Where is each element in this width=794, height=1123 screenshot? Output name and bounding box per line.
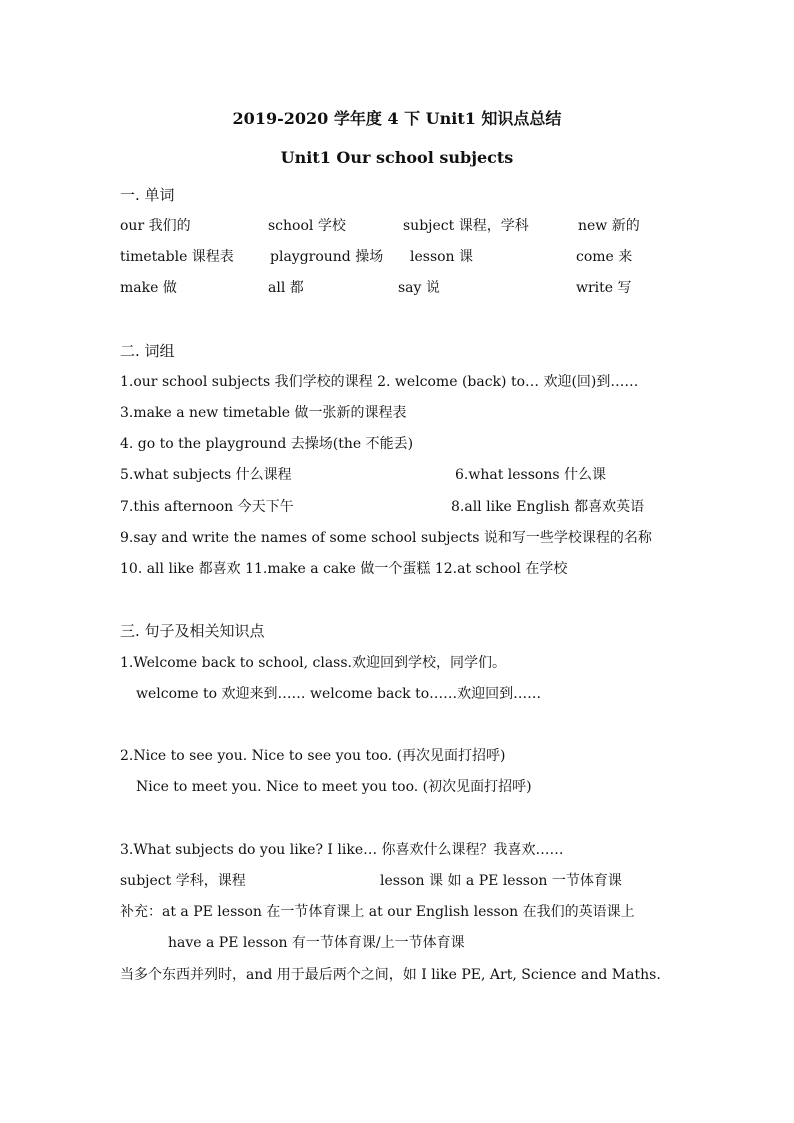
section-heading-sentences: 三. 句子及相关知识点 bbox=[120, 622, 265, 640]
vocab-item: make 做 bbox=[120, 280, 177, 296]
sentence-line: welcome to 欢迎来到…… welcome back to……欢迎回到…… bbox=[136, 686, 542, 702]
vocab-item: lesson 课 bbox=[410, 249, 474, 265]
document-title: 2019-2020 学年度 4 下 Unit1 知识点总结 bbox=[232, 109, 562, 128]
section-heading-vocabulary: 一. 单词 bbox=[120, 186, 175, 204]
sentence-line: have a PE lesson 有一节体育课/上一节体育课 bbox=[168, 935, 465, 951]
vocab-item: new 新的 bbox=[578, 218, 640, 234]
phrase-item: 6.what lessons 什么课 bbox=[455, 467, 606, 483]
vocab-item: write 写 bbox=[576, 280, 632, 296]
sentence-line: 当多个东西并列时，and 用于最后两个之间，如 I like PE, Art, Science and Maths. bbox=[120, 967, 661, 983]
phrase-line: 9.say and write the names of some school subjects 说和写一些学校课程的名称 bbox=[120, 530, 652, 546]
vocab-item: subject 课程，学科 bbox=[403, 218, 529, 234]
vocab-item: all 都 bbox=[268, 280, 304, 296]
sentence-item: subject 学科，课程 bbox=[120, 873, 246, 889]
phrase-line: 1.our school subjects 我们学校的课程 2. welcome (back) to… 欢迎(回)到…… bbox=[120, 374, 639, 390]
phrase-item: 7.this afternoon 今天下午 bbox=[120, 499, 294, 515]
section-heading-phrases: 二. 词组 bbox=[120, 342, 175, 360]
phrase-item: 8.all like English 都喜欢英语 bbox=[451, 499, 645, 515]
vocab-item: come 来 bbox=[576, 249, 633, 265]
sentence-item: lesson 课 如 a PE lesson 一节体育课 bbox=[380, 873, 622, 889]
sentence-line: 2.Nice to see you. Nice to see you too. (再次见面打招呼) bbox=[120, 748, 506, 764]
document-subtitle: Unit1 Our school subjects bbox=[280, 148, 514, 167]
phrase-item: 5.what subjects 什么课程 bbox=[120, 467, 292, 483]
vocab-item: our 我们的 bbox=[120, 218, 191, 234]
phrase-line: 10. all like 都喜欢 11.make a cake 做一个蛋糕 12.at school 在学校 bbox=[120, 561, 568, 577]
vocab-item: timetable 课程表 bbox=[120, 249, 234, 265]
sentence-line: Nice to meet you. Nice to meet you too. (初次见面打招呼) bbox=[136, 779, 532, 795]
phrase-line: 4. go to the playground 去操场(the 不能丢) bbox=[120, 436, 414, 452]
vocab-item: playground 操场 bbox=[270, 249, 384, 265]
sentence-line: 补充：at a PE lesson 在一节体育课上 at our English lesson 在我们的英语课上 bbox=[120, 904, 635, 920]
phrase-line: 3.make a new timetable 做一张新的课程表 bbox=[120, 405, 407, 421]
sentence-line: 3.What subjects do you like? I like… 你喜欢什么课程？我喜欢…… bbox=[120, 842, 564, 858]
sentence-line: 1.Welcome back to school, class.欢迎回到学校，同学们。 bbox=[120, 655, 506, 671]
vocab-item: school 学校 bbox=[268, 218, 346, 234]
vocab-item: say 说 bbox=[398, 280, 440, 296]
